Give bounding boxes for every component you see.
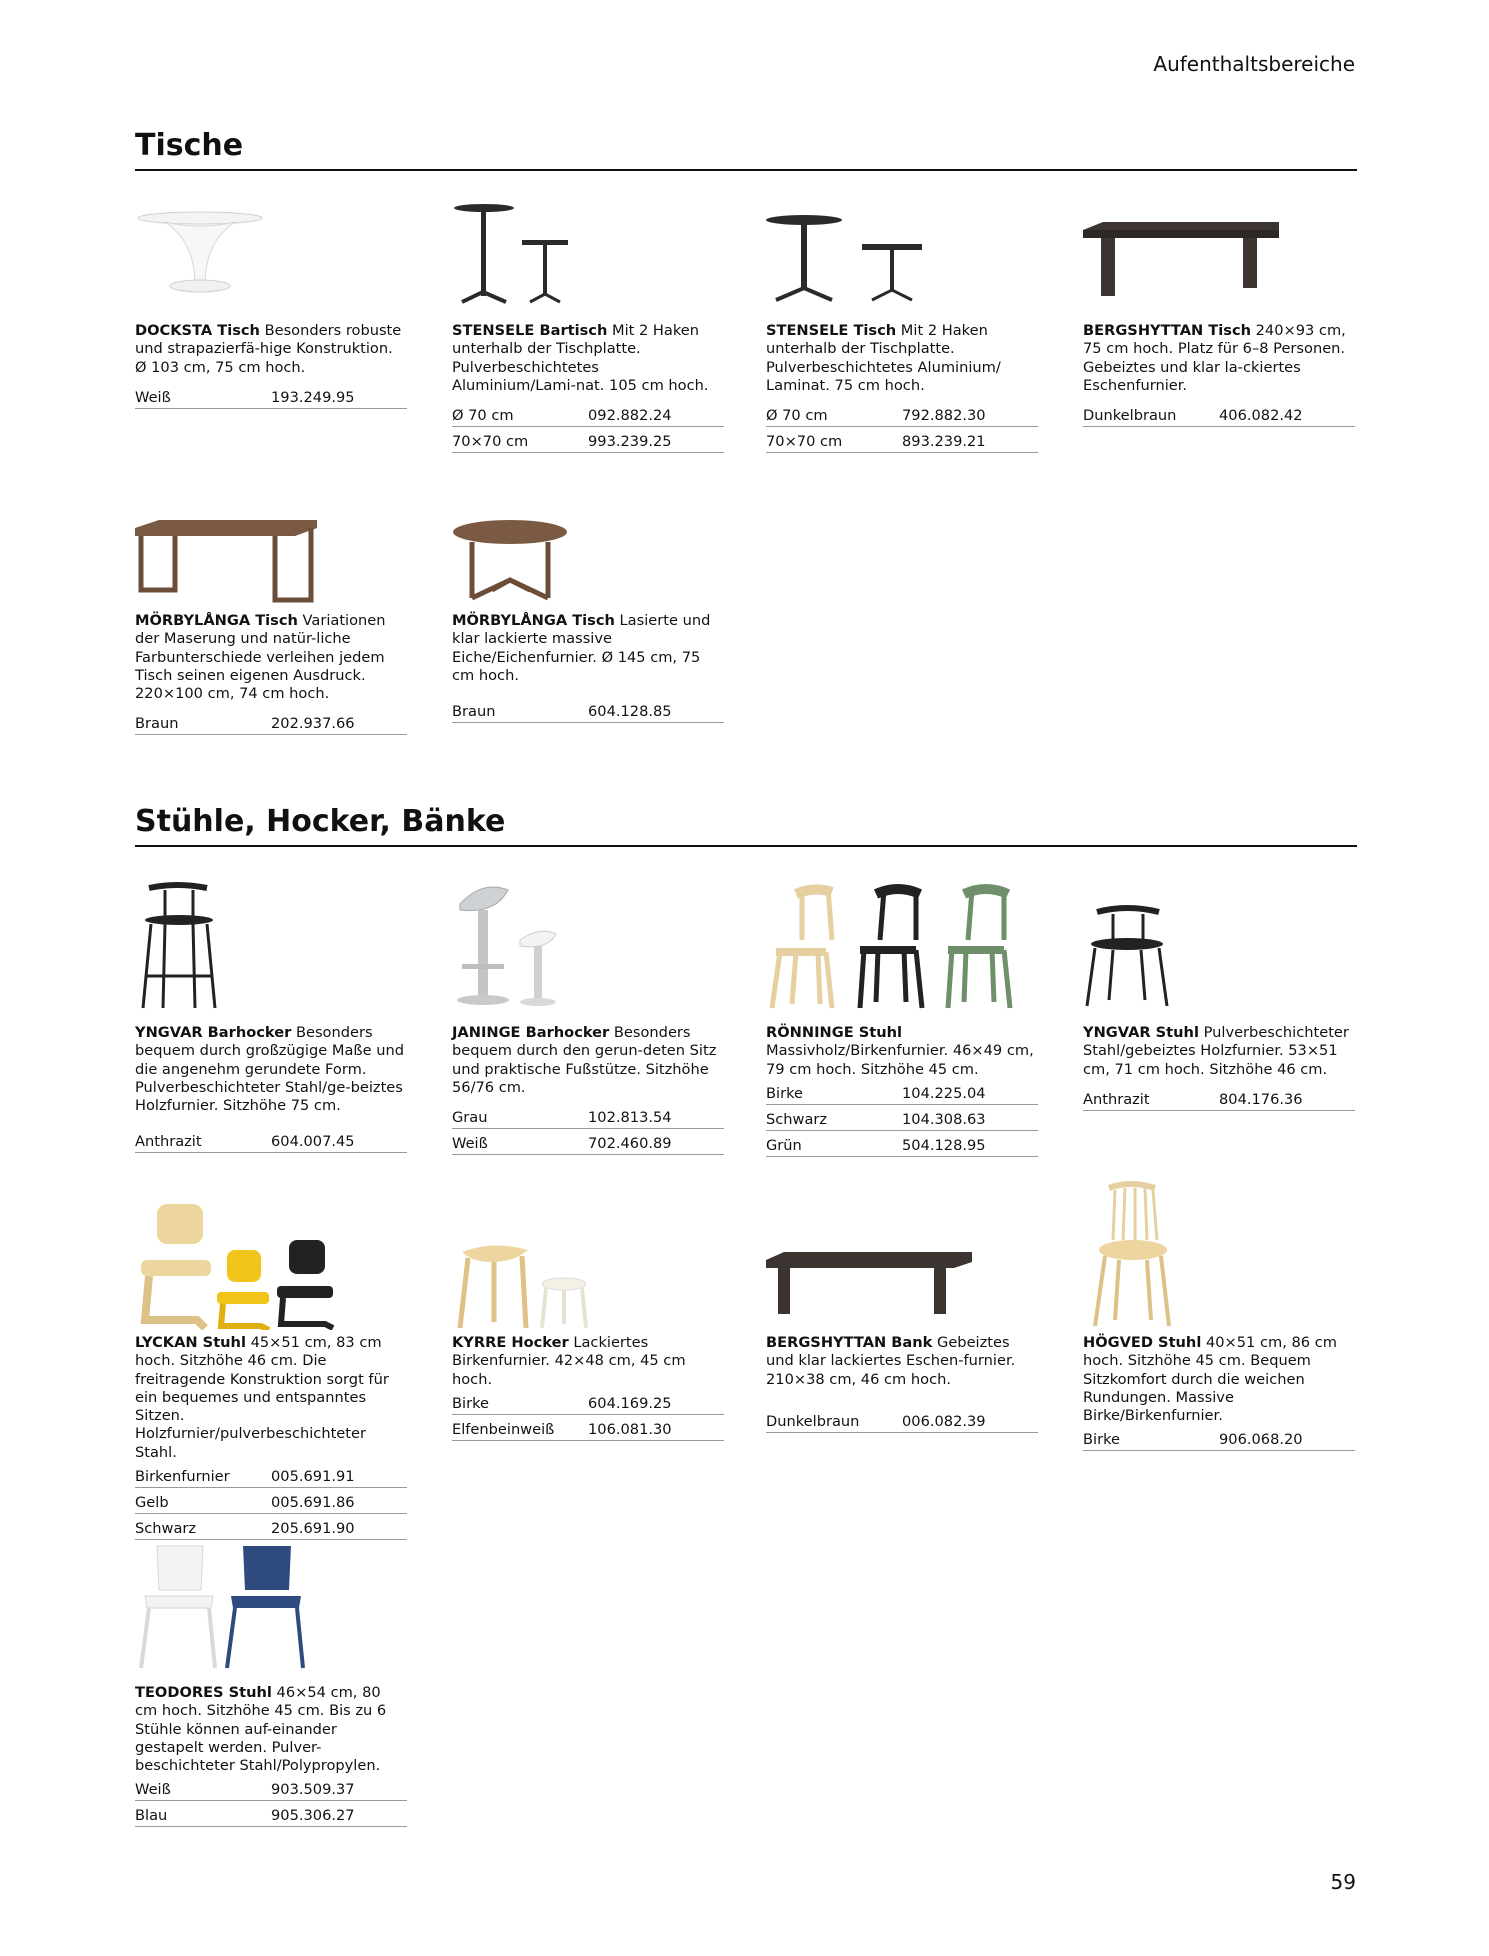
variant-label: Ø 70 cm xyxy=(766,406,828,424)
variant-row xyxy=(135,1127,407,1153)
variant-row xyxy=(135,709,407,735)
variant-label: Blau xyxy=(135,1807,168,1825)
variant-row xyxy=(1083,1085,1355,1111)
article-number: 006.082.39 xyxy=(902,1412,986,1430)
morbylanga-rect-table-image xyxy=(135,510,407,610)
running-head: Aufenthaltsbereiche xyxy=(1153,52,1355,76)
variant-row xyxy=(766,1105,1038,1131)
product-name: LYCKAN Stuhl xyxy=(135,1334,246,1351)
variant-label: Grau xyxy=(452,1108,488,1126)
product-description: Pulverbeschichteter Stahl/gebeiztes Holzfurnier. 53×51 cm, 71 cm hoch. Sitzhöhe 46 cm. xyxy=(1083,1024,1349,1078)
yngvar-chair-image xyxy=(1083,880,1355,1010)
article-number: 906.068.20 xyxy=(1219,1431,1303,1449)
product-name: MÖRBYLÅNGA Tisch xyxy=(135,612,298,629)
variant-label: Ø 70 cm xyxy=(452,406,514,424)
product-description: Mit 2 Haken unterhalb der Tischplatte. Pulverbeschichtetes Aluminium/ Laminat. 75 cm hoch. xyxy=(766,322,1001,394)
article-number: 102.813.54 xyxy=(588,1108,672,1126)
product-name: TEODORES Stuhl xyxy=(135,1684,272,1701)
variant-label: Anthrazit xyxy=(135,1133,202,1151)
variant-row xyxy=(1083,401,1355,427)
stensele-bar-table-image xyxy=(452,200,724,320)
product-name: JANINGE Barhocker xyxy=(452,1024,610,1041)
variant-label: Braun xyxy=(135,715,179,733)
variant-label: Anthrazit xyxy=(1083,1090,1150,1108)
variant-label: Braun xyxy=(452,702,496,720)
variant-label: Elfenbeinweiß xyxy=(452,1420,555,1438)
product-description: 46×54 cm, 80 cm hoch. Sitzhöhe 45 cm. Bis zu 6 Stühle können auf-einander gestapelt werden. Pulver-beschichteter Stahl/Polypropylen. xyxy=(135,1684,387,1775)
docksta-table-image xyxy=(135,200,407,320)
article-number: 702.460.89 xyxy=(588,1134,672,1152)
article-number: 893.239.21 xyxy=(902,432,986,450)
article-number: 905.306.27 xyxy=(271,1807,355,1825)
variant-row xyxy=(135,383,407,409)
variant-row xyxy=(135,1488,407,1514)
yngvar-barstool-image xyxy=(135,880,407,1010)
article-number: 604.128.85 xyxy=(588,702,672,720)
variant-label: 70×70 cm xyxy=(766,432,843,450)
variant-label: Schwarz xyxy=(766,1110,828,1128)
variant-label: Birke xyxy=(452,1394,489,1412)
product-name: KYRRE Hocker xyxy=(452,1334,569,1351)
variant-label: 70×70 cm xyxy=(452,432,529,450)
article-number: 005.691.91 xyxy=(271,1467,355,1485)
article-number: 202.937.66 xyxy=(271,715,355,733)
ronninge-chair-image xyxy=(766,880,1038,1010)
bergshyttan-table-image xyxy=(1083,200,1355,320)
article-number: 804.176.36 xyxy=(1219,1090,1303,1108)
variant-label: Gelb xyxy=(135,1493,169,1511)
variant-label: Schwarz xyxy=(135,1519,197,1537)
article-number: 106.081.30 xyxy=(588,1420,672,1438)
article-number: 993.239.25 xyxy=(588,432,672,450)
article-number: 604.169.25 xyxy=(588,1394,672,1412)
product-name: MÖRBYLÅNGA Tisch xyxy=(452,612,615,629)
product-description: Lasierte und klar lackierte massive Eiche/Eichenfurnier. Ø 145 cm, 75 cm hoch. xyxy=(452,612,711,684)
article-number: 792.882.30 xyxy=(902,406,986,424)
variant-row xyxy=(452,697,724,723)
variant-row xyxy=(452,401,724,427)
section-title-tische: Tische xyxy=(135,128,1357,171)
product-name: BERGSHYTTAN Tisch xyxy=(1083,322,1251,339)
article-number: 504.128.95 xyxy=(902,1136,986,1154)
product-description: Besonders robuste und strapazierfä-hige Konstruktion. Ø 103 cm, 75 cm hoch. xyxy=(135,322,402,376)
product-description: Mit 2 Haken unterhalb der Tischplatte. Pulverbeschichtetes Aluminium/Lami-nat. 105 cm hoch. xyxy=(452,322,709,394)
article-number: 193.249.95 xyxy=(271,388,355,406)
variant-label: Birke xyxy=(766,1084,803,1102)
product-name: STENSELE Tisch xyxy=(766,322,897,339)
janinge-barstool-image xyxy=(452,880,724,1010)
stensele-table-image xyxy=(766,200,1038,320)
variant-label: Birkenfurnier xyxy=(135,1467,230,1485)
variant-label: Weiß xyxy=(452,1134,488,1152)
variant-row xyxy=(452,1129,724,1155)
morbylanga-round-table-image xyxy=(452,510,724,610)
variant-label: Grün xyxy=(766,1136,802,1154)
variant-row xyxy=(452,427,724,453)
variant-row xyxy=(452,1415,724,1441)
product-name: BERGSHYTTAN Bank xyxy=(766,1334,933,1351)
teodores-chair-image xyxy=(135,1540,407,1670)
variant-row xyxy=(135,1514,407,1540)
variant-row xyxy=(766,427,1038,453)
product-description: Gebeiztes und klar lackiertes Eschen-furnier. 210×38 cm, 46 cm hoch. xyxy=(766,1334,1016,1388)
variant-label: Birke xyxy=(1083,1431,1120,1449)
product-description: 45×51 cm, 83 cm hoch. Sitzhöhe 46 cm. Die freitragende Konstruktion sorgt für ein bequemes und entspanntes Sitzen. Holzfurnier/pulverbeschichteter Stahl. xyxy=(135,1334,389,1461)
product-name: HÖGVED Stuhl xyxy=(1083,1334,1202,1351)
variant-row xyxy=(135,1462,407,1488)
variant-row xyxy=(1083,1425,1355,1451)
product-description: Lackiertes Birkenfurnier. 42×48 cm, 45 cm hoch. xyxy=(452,1334,686,1388)
variant-row xyxy=(135,1801,407,1827)
variant-row xyxy=(135,1775,407,1801)
bergshyttan-bench-image xyxy=(766,1200,1038,1330)
product-description: 240×93 cm, 75 cm hoch. Platz für 6–8 Personen. Gebeiztes und klar la-ckiertes Eschenfurnier. xyxy=(1083,322,1346,394)
article-number: 604.007.45 xyxy=(271,1133,355,1151)
variant-row xyxy=(766,1079,1038,1105)
product-name: DOCKSTA Tisch xyxy=(135,322,260,339)
article-number: 005.691.86 xyxy=(271,1493,355,1511)
product-description: Besonders bequem durch den gerun-deten Sitz und praktische Fußstütze. Sitzhöhe 56/76 cm. xyxy=(452,1024,717,1096)
variant-row xyxy=(766,1131,1038,1157)
article-number: 903.509.37 xyxy=(271,1781,355,1799)
article-number: 104.225.04 xyxy=(902,1084,986,1102)
variant-label: Dunkelbraun xyxy=(1083,406,1177,424)
product-name: YNGVAR Stuhl xyxy=(1083,1024,1199,1041)
variant-row xyxy=(452,1103,724,1129)
product-description: Variationen der Maserung und natür-liche Farbunterschiede verleihen jedem Tisch seinen eigenen Ausdruck. 220×100 cm, 74 cm hoch. xyxy=(135,612,386,703)
product-description: Massivholz/Birkenfurnier. 46×49 cm, 79 cm hoch. Sitzhöhe 45 cm. xyxy=(766,1042,1034,1078)
product-name: RÖNNINGE Stuhl xyxy=(766,1024,903,1041)
article-number: 104.308.63 xyxy=(902,1110,986,1128)
article-number: 406.082.42 xyxy=(1219,406,1303,424)
variant-row xyxy=(766,1407,1038,1433)
page-number: 59 xyxy=(1330,1870,1356,1894)
variant-label: Dunkelbraun xyxy=(766,1412,860,1430)
variant-row xyxy=(452,1389,724,1415)
article-number: 205.691.90 xyxy=(271,1519,355,1537)
product-description: Besonders bequem durch großzügige Maße und die angenehm gerundete Form. Pulverbeschichteter Stahl/ge-beiztes Holzfurnier. Sitzhöhe 75 cm. xyxy=(135,1024,404,1115)
lyckan-chair-image xyxy=(135,1200,407,1330)
variant-label: Weiß xyxy=(135,388,171,406)
variant-label: Weiß xyxy=(135,1781,171,1799)
product-name: STENSELE Bartisch xyxy=(452,322,608,339)
product-description: 40×51 cm, 86 cm hoch. Sitzhöhe 45 cm. Bequem Sitzkomfort durch die weichen Rundungen. Massive Birke/Birkenfurnier. xyxy=(1083,1334,1337,1425)
product-name: YNGVAR Barhocker xyxy=(135,1024,292,1041)
article-number: 092.882.24 xyxy=(588,406,672,424)
variant-row xyxy=(766,401,1038,427)
section-title-stuehle: Stühle, Hocker, Bänke xyxy=(135,804,1357,847)
kyrre-stool-image xyxy=(452,1200,724,1330)
hogved-chair-image xyxy=(1083,1180,1355,1330)
